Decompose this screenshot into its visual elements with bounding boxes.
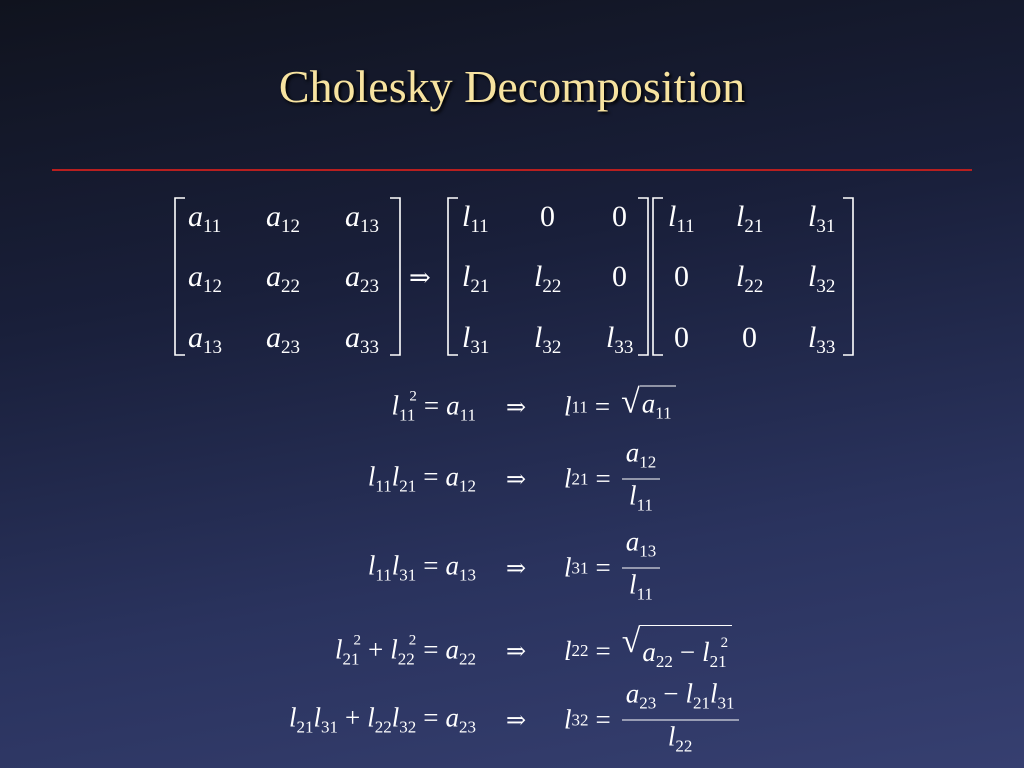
matrix-lt-cell: $l_{21}$ bbox=[736, 200, 764, 237]
fraction: $\frac{a_{13}}{l_{11}}$ bbox=[622, 526, 661, 611]
matrix-a-left-bracket bbox=[175, 198, 185, 355]
square-root: √ $a_{11}$ bbox=[621, 386, 676, 429]
matrix-lt-cell: 0 bbox=[674, 321, 689, 354]
matrix-l-cell: $l_{32}$ bbox=[534, 321, 562, 358]
equation-5-rhs: l 32 = $\frac{a_{23} - l_{21}l_{31}}{l_{22}}$ bbox=[564, 678, 739, 763]
matrix-lt-cell: 0 bbox=[674, 260, 689, 293]
equation-row-2 bbox=[0, 439, 1024, 519]
matrix-a-cell: $a_{13}$ bbox=[345, 200, 379, 237]
implies-arrow: ⇒ bbox=[409, 263, 431, 293]
equation-1-rhs: l 11 = √ $a_{11}$ bbox=[564, 386, 676, 429]
implies-arrow: ⇒ bbox=[506, 393, 527, 421]
matrix-lt-cell: $l_{31}$ bbox=[808, 200, 836, 237]
equation-4-lhs: $l_{21}^2 + l_{22}^2 = a_{22}$ bbox=[335, 632, 476, 669]
equation-5-lhs: $l_{21}l_{31} + l_{22}l_{32} = a_{23}$ bbox=[288, 702, 476, 737]
matrix-l-cell: 0 bbox=[612, 260, 627, 293]
implies-arrow: ⇒ bbox=[506, 637, 527, 665]
matrix-lt-cell: $l_{22}$ bbox=[736, 260, 764, 297]
matrix-a-cell: $a_{23}$ bbox=[266, 321, 300, 358]
equation-3-lhs: $l_{11}l_{31} = a_{13}$ bbox=[367, 550, 476, 585]
equation-row-5 bbox=[0, 680, 1024, 760]
equation-2-rhs: l 21 = $\frac{a_{12}}{l_{11}}$ bbox=[564, 437, 660, 522]
matrix-cells bbox=[188, 200, 835, 358]
matrix-l-cell: $l_{11}$ bbox=[462, 200, 489, 237]
matrix-lt-cell: $l_{32}$ bbox=[808, 260, 836, 297]
square-root: √ $a_{22} - l_{21}^2$ bbox=[622, 625, 732, 677]
matrix-lt-right-bracket bbox=[843, 198, 853, 355]
matrix-l-cell: 0 bbox=[540, 200, 555, 233]
matrix-l-cell: 0 bbox=[612, 200, 627, 233]
equation-1-lhs: $l_{11}^2 = a_{11}$ bbox=[391, 388, 476, 425]
matrix-a-cell: $a_{22}$ bbox=[266, 260, 300, 297]
matrix-l-cell: $l_{22}$ bbox=[534, 260, 562, 297]
equation-row-4 bbox=[0, 611, 1024, 691]
fraction: $\frac{a_{12}}{l_{11}}$ bbox=[622, 437, 661, 522]
equation-4-rhs: l 22 = √ $a_{22} - l_{21}^2$ bbox=[564, 625, 732, 677]
equation-2-lhs: $l_{11}l_{21} = a_{12}$ bbox=[367, 461, 476, 496]
matrix-lt-cell: 0 bbox=[742, 321, 757, 354]
matrix-a-cell: $a_{23}$ bbox=[345, 260, 379, 297]
matrix-l-cell: $l_{21}$ bbox=[462, 260, 490, 297]
matrix-lt-cell: $l_{11}$ bbox=[668, 200, 695, 237]
equation-row-1 bbox=[0, 367, 1024, 447]
fraction: $\frac{a_{23} - l_{21}l_{31}}{l_{22}}$ bbox=[622, 678, 739, 763]
matrix-a-cell: $a_{12}$ bbox=[266, 200, 300, 237]
matrix-l-cell: $l_{31}$ bbox=[462, 321, 490, 358]
slide-title: Cholesky Decomposition bbox=[278, 61, 746, 112]
matrix-lt-cell: $l_{33}$ bbox=[808, 321, 836, 358]
equation-row-3 bbox=[0, 528, 1024, 608]
matrix-l-left-bracket bbox=[448, 198, 458, 355]
matrix-l-cell: $l_{33}$ bbox=[606, 321, 634, 358]
matrix-a-cell: $a_{33}$ bbox=[345, 321, 379, 358]
matrix-a-cell: $a_{11}$ bbox=[188, 200, 222, 237]
equation-3-rhs: l 31 = $\frac{a_{13}}{l_{11}}$ bbox=[564, 526, 660, 611]
matrix-a-cell: $a_{12}$ bbox=[188, 260, 222, 297]
matrix-l-right-bracket bbox=[638, 198, 648, 355]
matrix-a-cell: $a_{13}$ bbox=[188, 321, 222, 358]
implies-arrow: ⇒ bbox=[506, 554, 527, 582]
implies-arrow: ⇒ bbox=[506, 706, 527, 734]
matrix-a-right-bracket bbox=[390, 198, 400, 355]
implies-arrow: ⇒ bbox=[506, 465, 527, 493]
matrix-lt-left-bracket bbox=[653, 198, 663, 355]
